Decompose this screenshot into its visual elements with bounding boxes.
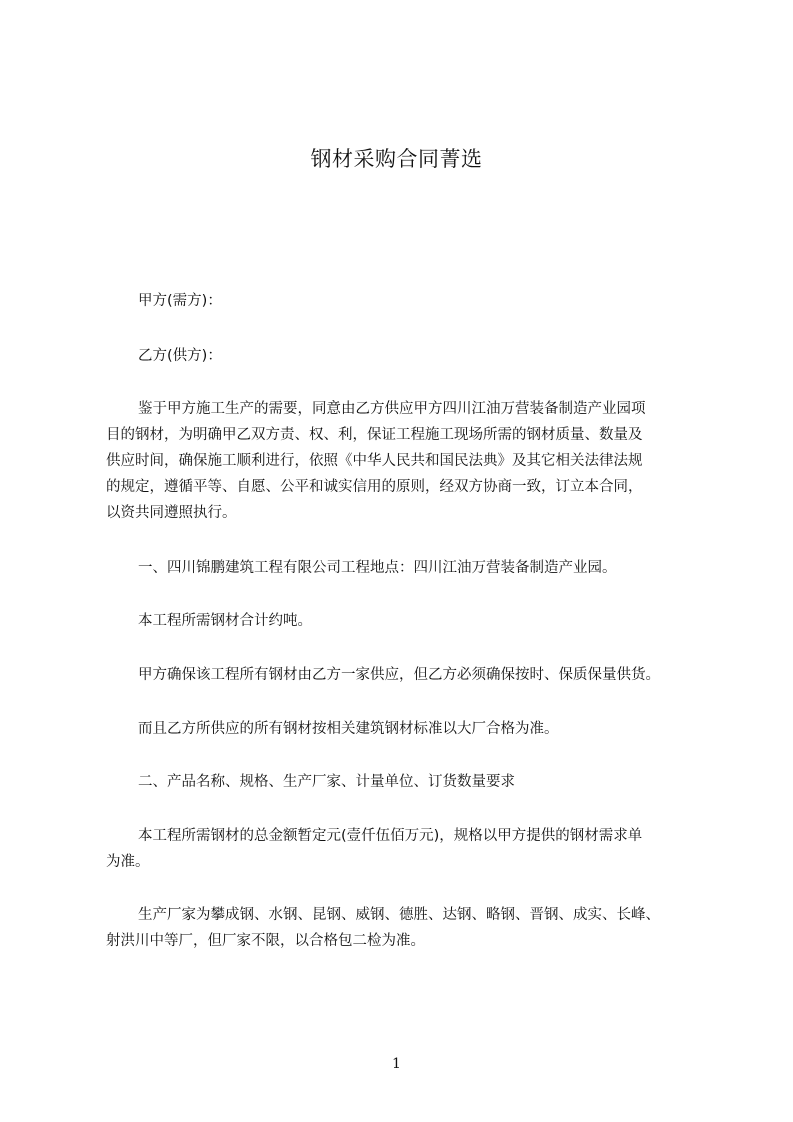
tonnage-paragraph: 本工程所需钢材合计约吨。 bbox=[138, 613, 312, 629]
party-b-line: 乙方(供方)： bbox=[138, 348, 222, 364]
document-title: 钢材采购合同菁选 bbox=[310, 147, 483, 171]
manufacturer-line: 射洪川中等厂，但厂家不限，以合格包二检为准。 bbox=[106, 933, 425, 949]
section-2-heading: 二、产品名称、规格、生产厂家、计量单位、订货数量要求 bbox=[138, 774, 515, 790]
amount-line: 为准。 bbox=[106, 854, 150, 870]
party-a-line: 甲方(需方)： bbox=[138, 293, 222, 309]
standard-paragraph: 而且乙方所供应的所有钢材按相关建筑钢材标准以大厂合格为准。 bbox=[138, 721, 559, 737]
page-number: 1 bbox=[392, 1056, 401, 1072]
intro-line: 以资共同遵照执行。 bbox=[106, 505, 237, 521]
amount-line: 本工程所需钢材的总金额暂定元(壹仟伍佰万元)，规格以甲方提供的钢材需求单 bbox=[138, 828, 643, 844]
supply-paragraph: 甲方确保该工程所有钢材由乙方一家供应，但乙方必须确保按时、保质保量供货。 bbox=[138, 667, 660, 683]
intro-line: 目的钢材，为明确甲乙双方责、权、利，保证工程施工现场所需的钢材质量、数量及 bbox=[106, 427, 643, 443]
manufacturer-line: 生产厂家为攀成钢、水钢、昆钢、威钢、德胜、达钢、略钢、晋钢、成实、长峰、 bbox=[138, 907, 660, 923]
intro-line: 的规定，遵循平等、自愿、公平和诚实信用的原则，经双方协商一致，订立本合同， bbox=[106, 479, 643, 495]
section-1-heading: 一、四川锦鹏建筑工程有限公司工程地点：四川江油万营装备制造产业园。 bbox=[138, 560, 617, 576]
intro-line: 供应时间，确保施工顺利进行，依照《中华人民共和国民法典》及其它相关法律法规 bbox=[106, 453, 643, 469]
intro-line: 鉴于甲方施工生产的需要，同意由乙方供应甲方四川江油万营装备制造产业园项 bbox=[138, 401, 646, 417]
